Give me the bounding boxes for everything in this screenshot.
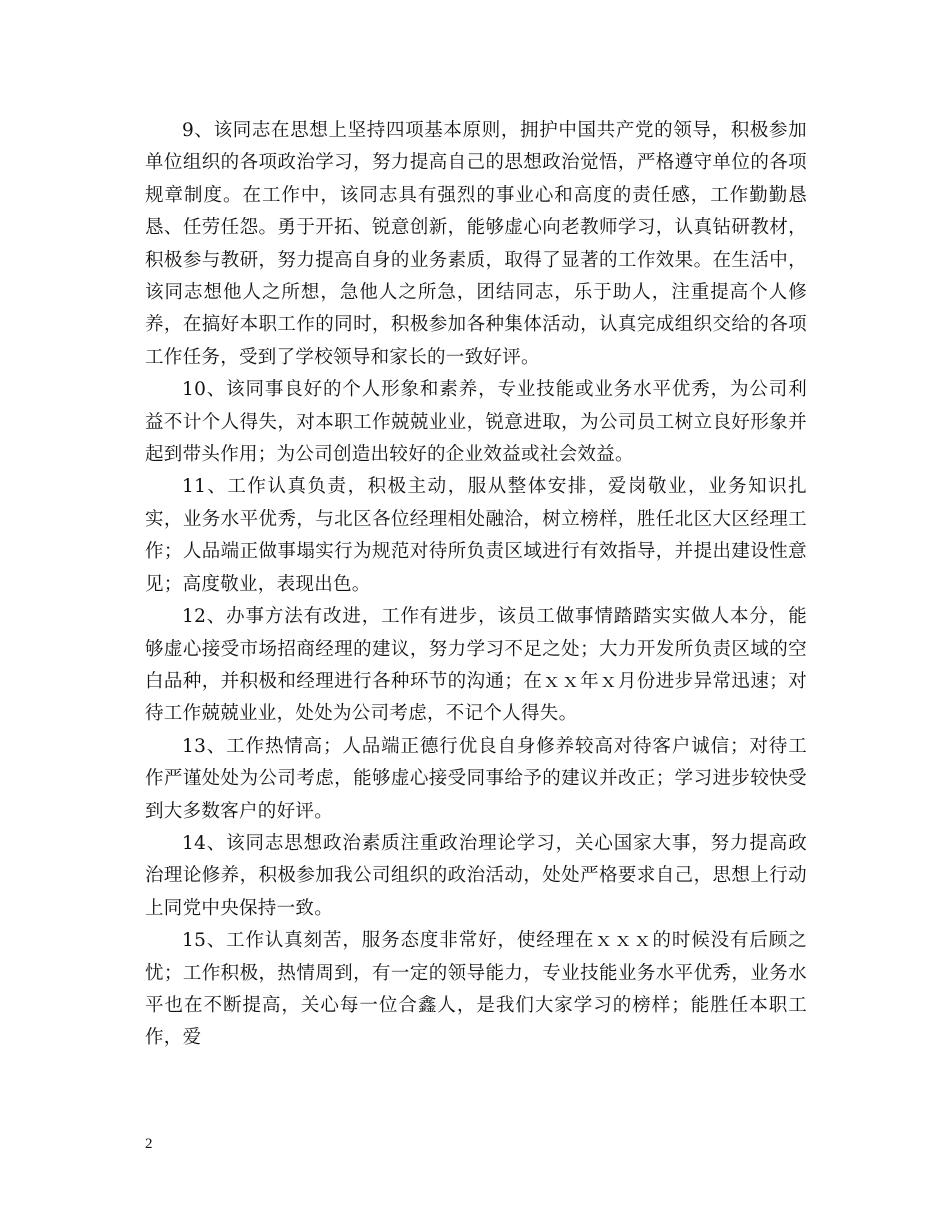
paragraph-9: 9、该同志在思想上坚持四项基本原则，拥护中国共产党的领导，积极参加单位组织的各项政治学习，努力提高自己的思想政治觉悟，严格遵守单位的各项规章制度。在工作中，该同志具有强烈的事业心和高度的责任感，工作勤勤恳恳、任劳任怨。勇于开拓、锐意创新，能够虚心向老教师学习，认真钻研教材，积极参与教研，努力提高自身的业务素质，取得了显著的工作效果。在生活中，该同志想他人之所想，急他人之所急，团结同志，乐于助人，注重提高个人修养，在搞好本职工作的同时，积极参加各种集体活动，认真完成组织交给的各项工作任务，受到了学校领导和家长的一致好评。 — [145, 120, 807, 368]
paragraph-15: 15、工作认真刻苦，服务态度非常好，使经理在ｘｘｘ的时候没有后顾之忧；工作积极，热情周到，有一定的领导能力，专业技能业务水平优秀，业务水平也在不断提高，关心每一位合鑫人，是我们大家学习的榜样；能胜任本职工作，爱 — [145, 930, 807, 1049]
paragraph-10: 10、该同事良好的个人形象和素养，专业技能或业务水平优秀，为公司利益不计个人得失，对本职工作兢兢业业，锐意进取，为公司员工树立良好形象并起到带头作用；为公司创造出较好的企业效益或社会效益。 — [145, 379, 807, 466]
paragraph-12: 12、办事方法有改进，工作有进步，该员工做事情踏踏实实做人本分，能够虚心接受市场招商经理的建议，努力学习不足之处；大力开发所负责区域的空白品种，并积极和经理进行各种环节的沟通；在ｘｘ年ｘ月份进步异常迅速；对待工作兢兢业业，处处为公司考虑，不记个人得失。 — [145, 606, 807, 725]
document-body — [145, 115, 807, 1055]
paragraph-14: 14、该同志思想政治素质注重政治理论学习，关心国家大事，努力提高政治理论修养，积极参加我公司组织的政治活动，处处严格要求自己，思想上行动上同党中央保持一致。 — [145, 832, 807, 919]
paragraph-13: 13、工作热情高；人品端正德行优良自身修养较高对待客户诚信；对待工作严谨处处为公司考虑，能够虚心接受同事给予的建议并改正；学习进步较快受到大多数客户的好评。 — [145, 735, 807, 822]
page-number: 2 — [145, 1136, 153, 1152]
paragraph-11: 11、工作认真负责，积极主动，服从整体安排，爱岗敬业，业务知识扎实，业务水平优秀，与北区各位经理相处融洽，树立榜样，胜任北区大区经理工作；人品端正做事塌实行为规范对待所负责区域进行有效指导，并提出建设性意见；高度敬业，表现出色。 — [145, 476, 807, 595]
